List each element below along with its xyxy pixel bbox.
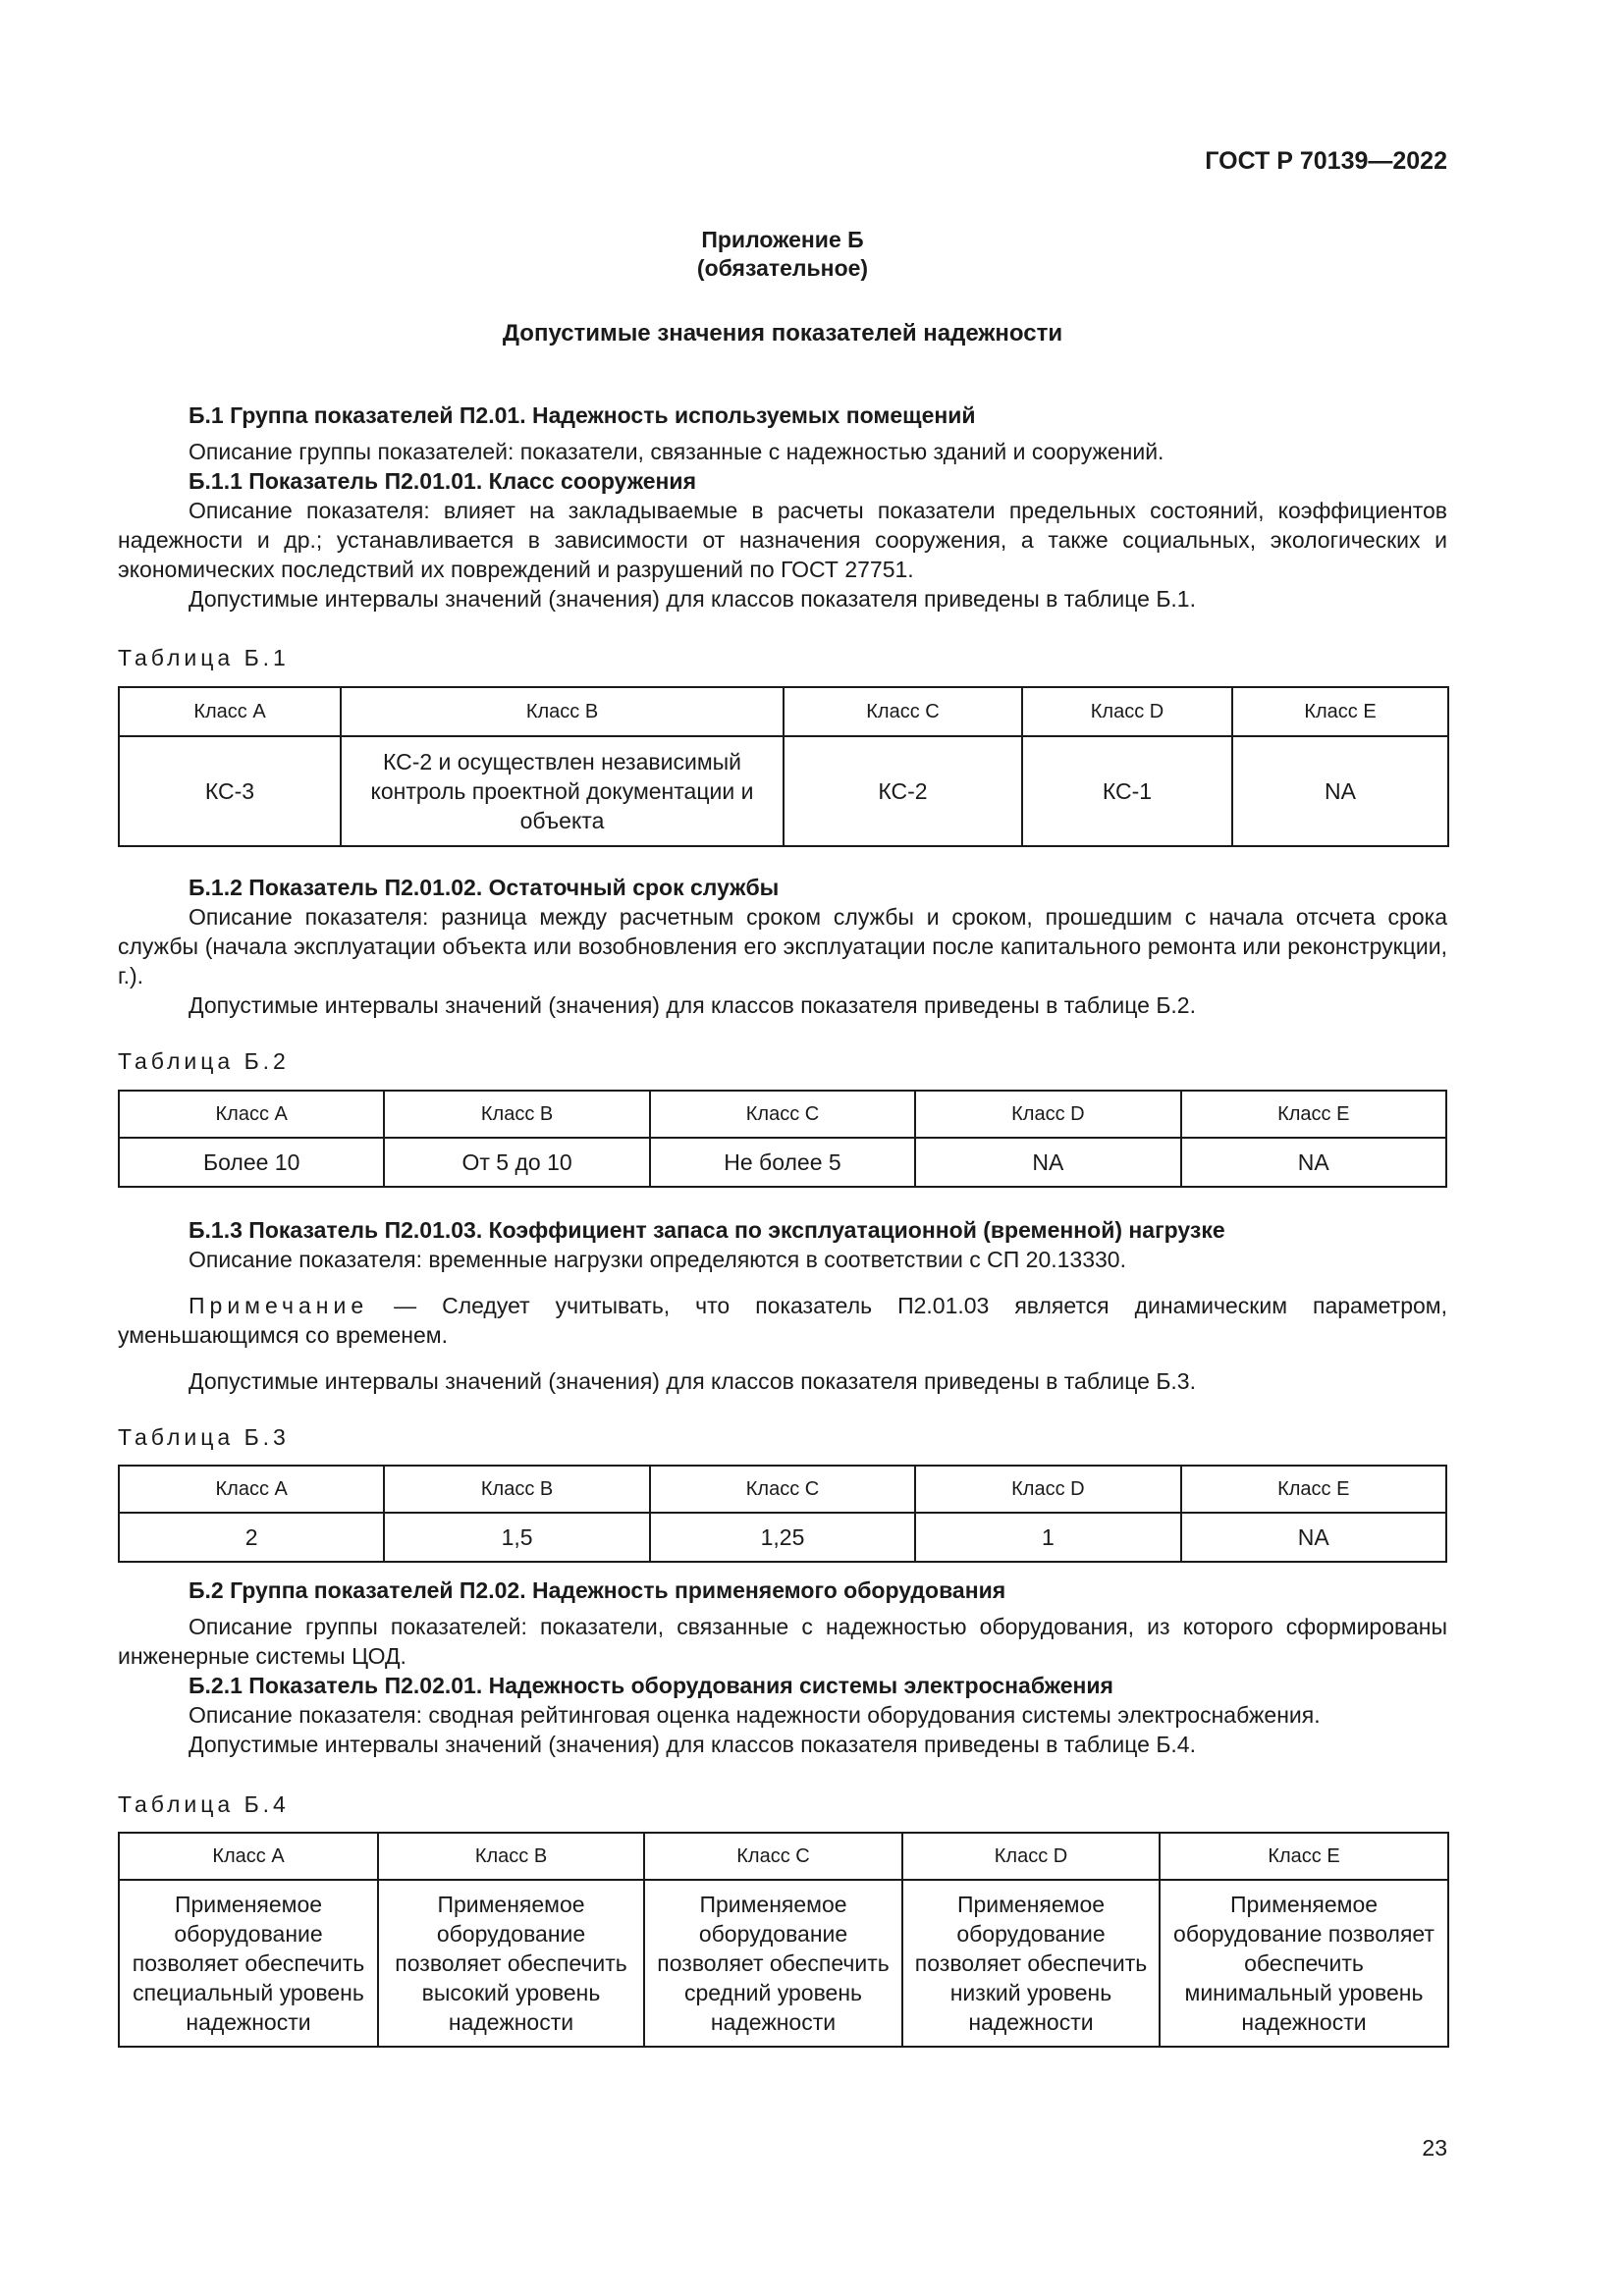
table-row <box>119 1880 1448 2047</box>
table-caption: Таблица Б.4 <box>118 1791 290 1817</box>
column-header: Класс D <box>915 1466 1180 1513</box>
table-cell: 2 <box>119 1513 384 1562</box>
table-row <box>119 1513 1446 1562</box>
table-header-row <box>119 1466 1446 1513</box>
column-header: Класс A <box>119 1466 384 1513</box>
section-b13 <box>118 1215 1447 1396</box>
subsection-heading: Б.1.3 Показатель П2.01.03. Коэффициент запаса по эксплуатационной (временной) нагрузке <box>189 1217 1225 1243</box>
table-cell: NA <box>1232 736 1448 846</box>
section-heading: Б.1 Группа показателей П2.01. Надежность используемых помещений <box>189 402 976 428</box>
column-header: Класс C <box>784 687 1022 736</box>
table-cell: КС-3 <box>119 736 341 846</box>
column-header: Класс A <box>119 1091 384 1138</box>
paragraph: Описание показателя: влияет на закладываемые в расчеты показатели предельных состояний, коэффициентов надежности и др.; устанавливается в зависимости от назначения сооружения, а также социальных, экологических и экономических последствий их повреждений и разрушений по ГОСТ 27751. <box>118 498 1447 582</box>
column-header: Класс B <box>378 1833 644 1880</box>
subsection-heading: Б.1.2 Показатель П2.01.02. Остаточный срок службы <box>189 875 780 900</box>
section-b1 <box>118 400 1447 614</box>
table-cell: Применяемое оборудование позволяет обеспечить специальный уровень надежности <box>119 1880 378 2047</box>
table-cell: 1,25 <box>650 1513 915 1562</box>
appendix-status: (обязательное) <box>696 255 869 281</box>
table-cell: Применяемое оборудование позволяет обеспечить минимальный уровень надежности <box>1160 1880 1448 2047</box>
column-header: Класс C <box>650 1091 915 1138</box>
appendix-title <box>118 226 1447 283</box>
section-b2 <box>118 1575 1447 1759</box>
page-number: 23 <box>1422 2135 1447 2161</box>
column-header: Класс D <box>902 1833 1160 1880</box>
table-cell: Не более 5 <box>650 1138 915 1187</box>
table-cell: 1 <box>915 1513 1180 1562</box>
appendix-heading: Допустимые значения показателей надежности <box>502 320 1063 347</box>
column-header: Класс E <box>1181 1091 1446 1138</box>
table-header-row <box>119 687 1448 736</box>
note-label: Примечание <box>189 1293 369 1318</box>
document-code: ГОСТ Р 70139—2022 <box>1205 147 1447 175</box>
table-reference: Допустимые интервалы значений (значения) для классов показателя приведены в таблице Б.3. <box>189 1368 1196 1394</box>
paragraph: Описание показателя: сводная рейтинговая оценка надежности оборудования системы электроснабжения. <box>189 1702 1321 1728</box>
table-cell: КС-1 <box>1022 736 1232 846</box>
column-header: Класс E <box>1160 1833 1448 1880</box>
note <box>118 1291 1447 1350</box>
table-caption: Таблица Б.3 <box>118 1424 290 1450</box>
table-cell: Применяемое оборудование позволяет обеспечить высокий уровень надежности <box>378 1880 644 2047</box>
table-caption: Таблица Б.2 <box>118 1048 290 1074</box>
table-cell: От 5 до 10 <box>384 1138 649 1187</box>
table-row <box>119 736 1448 846</box>
table-cell: КС-2 и осуществлен независимый контроль проектной документации и объекта <box>341 736 784 846</box>
table-cell: NA <box>1181 1513 1446 1562</box>
column-header: Класс C <box>650 1466 915 1513</box>
table-cell: 1,5 <box>384 1513 649 1562</box>
table-b1 <box>118 686 1449 847</box>
table-reference: Допустимые интервалы значений (значения) для классов показателя приведены в таблице Б.4. <box>189 1732 1196 1757</box>
table-cell: Более 10 <box>119 1138 384 1187</box>
table-b4 <box>118 1832 1449 2048</box>
subsection-heading: Б.2.1 Показатель П2.02.01. Надежность оборудования системы электроснабжения <box>189 1673 1113 1698</box>
table-header-row <box>119 1833 1448 1880</box>
appendix-label: Приложение Б <box>701 227 864 252</box>
table-row <box>119 1138 1446 1187</box>
table-reference: Допустимые интервалы значений (значения) для классов показателя приведены в таблице Б.1. <box>189 586 1196 612</box>
column-header: Класс E <box>1232 687 1448 736</box>
column-header: Класс A <box>119 1833 378 1880</box>
column-header: Класс B <box>384 1466 649 1513</box>
paragraph: Описание группы показателей: показатели, связанные с надежностью оборудования, из которого сформированы инженерные системы ЦОД. <box>118 1614 1447 1669</box>
paragraph: Описание показателя: разница между расчетным сроком службы и сроком, прошедшим с начала отсчета срока службы (начала эксплуатации объекта или возобновления его эксплуатации после капитального ремонта или реконструкции, г.). <box>118 904 1447 988</box>
note-text: — Следует учитывать, что показатель П2.01.03 является динамическим параметром, уменьшающимся со временем. <box>118 1293 1447 1348</box>
table-cell: NA <box>915 1138 1180 1187</box>
column-header: Класс D <box>915 1091 1180 1138</box>
column-header: Класс B <box>384 1091 649 1138</box>
column-header: Класс A <box>119 687 341 736</box>
column-header: Класс B <box>341 687 784 736</box>
table-caption: Таблица Б.1 <box>118 645 290 670</box>
table-cell: Применяемое оборудование позволяет обеспечить средний уровень надежности <box>644 1880 902 2047</box>
table-b2 <box>118 1090 1447 1188</box>
subsection-heading: Б.1.1 Показатель П2.01.01. Класс сооружения <box>189 468 696 494</box>
column-header: Класс C <box>644 1833 902 1880</box>
table-b3 <box>118 1465 1447 1563</box>
table-cell: КС-2 <box>784 736 1022 846</box>
column-header: Класс E <box>1181 1466 1446 1513</box>
table-cell: Применяемое оборудование позволяет обеспечить низкий уровень надежности <box>902 1880 1160 2047</box>
table-cell: NA <box>1181 1138 1446 1187</box>
section-heading: Б.2 Группа показателей П2.02. Надежность применяемого оборудования <box>189 1577 1006 1603</box>
column-header: Класс D <box>1022 687 1232 736</box>
table-reference: Допустимые интервалы значений (значения) для классов показателя приведены в таблице Б.2. <box>189 992 1196 1018</box>
table-header-row <box>119 1091 1446 1138</box>
paragraph: Описание показателя: временные нагрузки определяются в соответствии с СП 20.13330. <box>189 1247 1126 1272</box>
paragraph: Описание группы показателей: показатели, связанные с надежностью зданий и сооружений. <box>189 439 1164 464</box>
section-b12 <box>118 873 1447 1020</box>
